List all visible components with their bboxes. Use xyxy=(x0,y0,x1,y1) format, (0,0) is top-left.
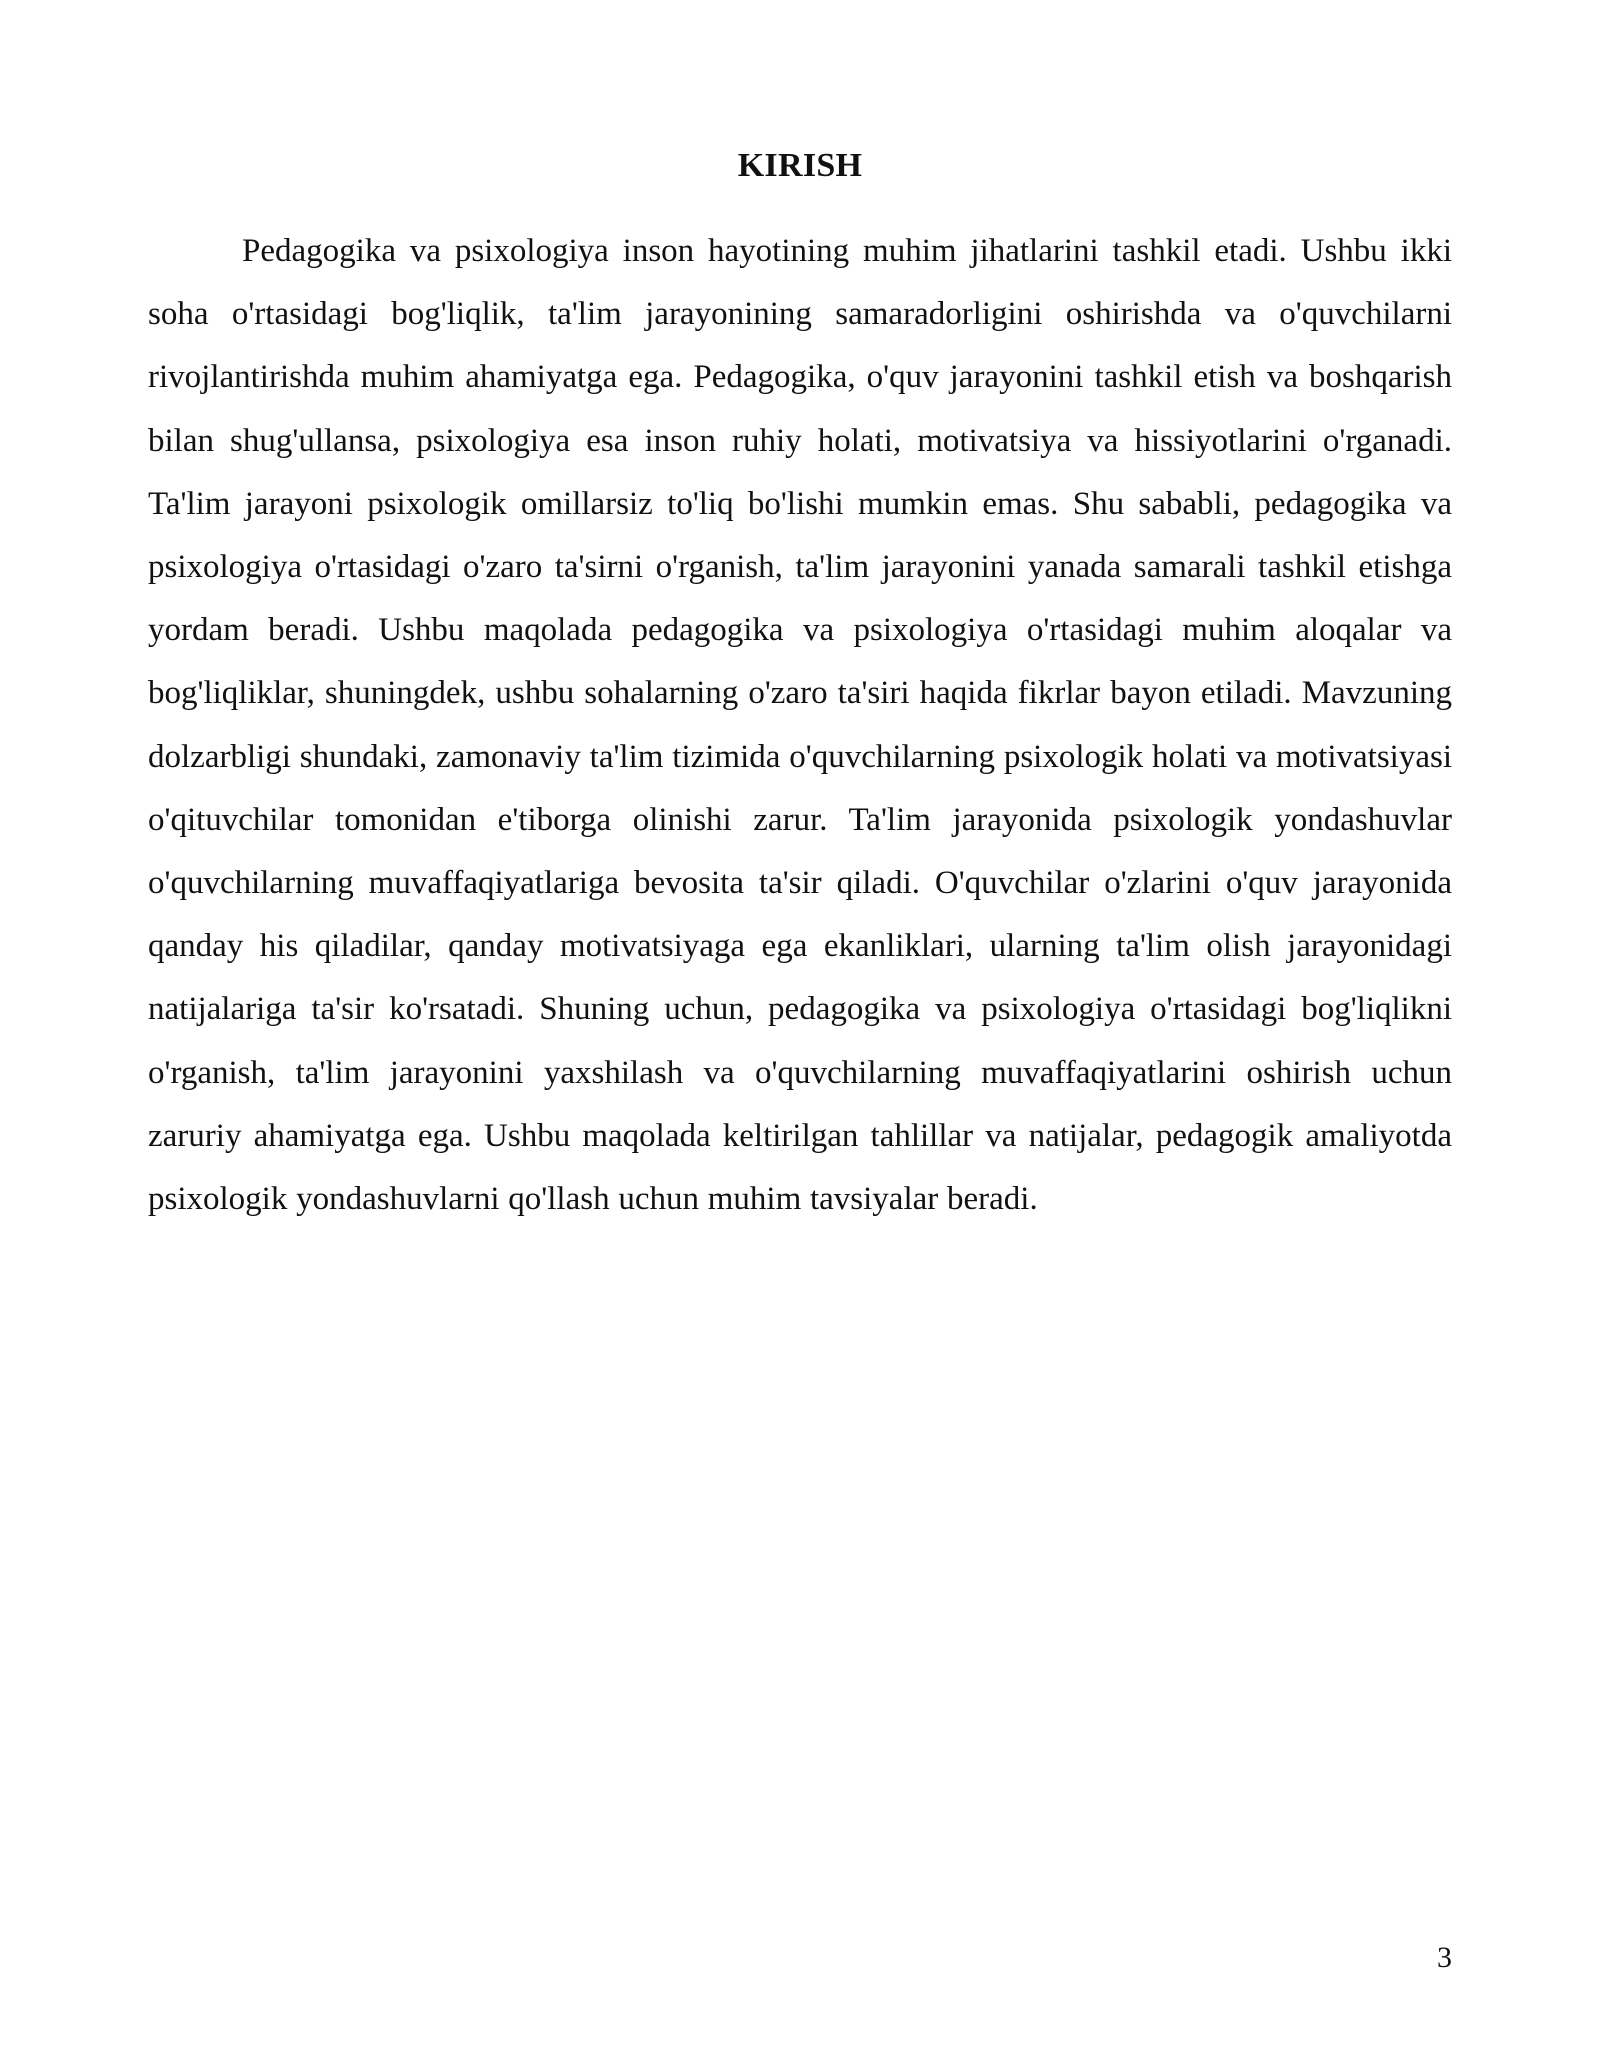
section-title: KIRISH xyxy=(737,147,863,184)
page-number: 3 xyxy=(1437,1941,1452,1974)
introduction-paragraph: Pedagogika va psixologiya inson hayotining muhim jihatlarini tashkil etadi. Ushbu ikki soha o'rtasidagi bog'liqlik, ta'lim jarayonining samaradorligini oshirishda va o'quvchilarni rivojlantirishda muhim ahamiyatga ega. Pedagogika, o'quv jarayonini tashkil etish va boshqarish bilan shug'ullansa, psixologiya esa inson ruhiy holati, motivatsiya va hissiyotlarini o'rganadi. Ta'lim jarayoni psixologik omillarsiz to'liq bo'lishi mumkin emas. Shu sababli, pedagogika va psixologiya o'rtasidagi o'zaro ta'sirni o'rganish, ta'lim jarayonini yanada samarali tashkil etishga yordam beradi. Ushbu maqolada pedagogika va psixologiya o'rtasidagi muhim aloqalar va bog'liqliklar, shuningdek, ushbu sohalarning o'zaro ta'siri haqida fikrlar bayon etiladi. Mavzuning dolzarbligi shundaki, zamonaviy ta'lim tizimida o'quvchilarning psixologik holati va motivatsiyasi o'qituvchilar tomonidan e'tiborga olinishi zarur. Ta'lim jarayonida psixologik yondashuvlar o'quvchilarning muvaffaqiyatlariga bevosita ta'sir qiladi. O'quvchilar o'zlarini o'quv jarayonida qanday his qiladilar, qanday motivatsiyaga ega ekanliklari, ularning ta'lim olish jarayonidagi natijalariga ta'sir ko'rsatadi. Shuning uchun, pedagogika va psixologiya o'rtasidagi bog'liqlikni o'rganish, ta'lim jarayonini yaxshilash va o'quvchilarning muvaffaqiyatlarini oshirish uchun zaruriy ahamiyatga ega. Ushbu maqolada keltirilgan tahlillar va natijalar, pedagogik amaliyotda psixologik yondashuvlarni qo'llash uchun muhim tavsiyalar beradi. xyxy=(148,233,1452,1218)
